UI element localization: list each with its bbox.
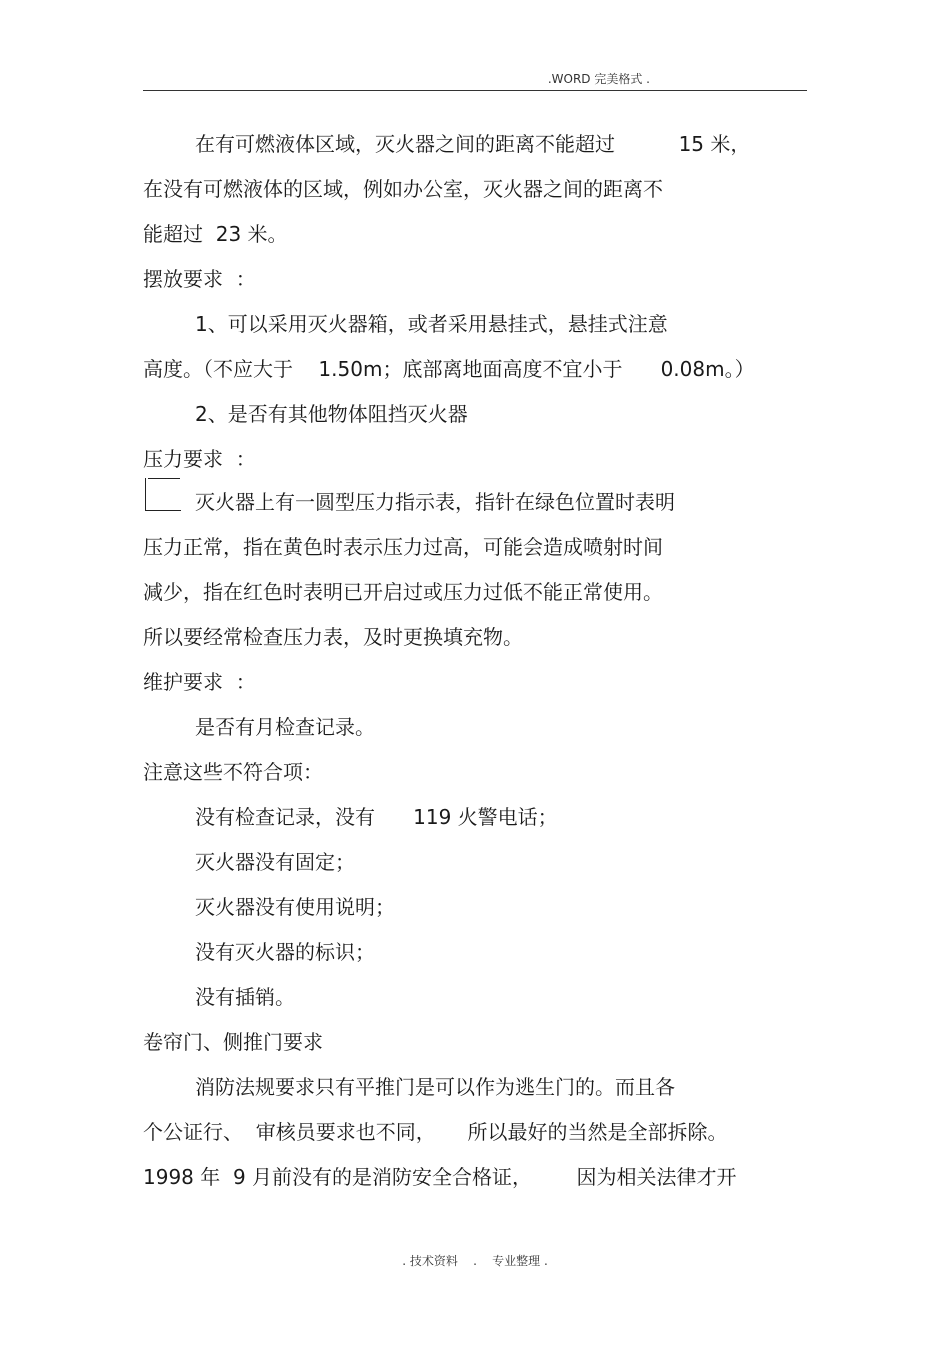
section-heading: 压力要求 ：	[143, 447, 256, 471]
text-line: 压力正常，指在黄色时表示压力过高，可能会造成喷射时间	[143, 535, 663, 559]
page-footer: . 技术资料 . 专业整理 .	[402, 1254, 548, 1268]
text-line: 在有可燃液体区域，灭火器之间的距离不能超过 15 米，	[195, 132, 751, 156]
list-item: 灭火器没有固定；	[195, 850, 355, 874]
text-line: 在没有可燃液体的区域，例如办公室，灭火器之间的距离不	[143, 177, 663, 201]
checkbox-icon	[145, 478, 181, 511]
text-line: 2、是否有其他物体阻挡灭火器	[195, 402, 468, 426]
section-heading: 摆放要求 ：	[143, 267, 256, 291]
text-line: 灭火器上有一圆型压力指示表，指针在绿色位置时表明	[195, 490, 675, 514]
section-heading: 维护要求 ：	[143, 670, 256, 694]
text-line: 是否有月检查记录。	[195, 715, 375, 739]
list-item: 灭火器没有使用说明；	[195, 895, 395, 919]
text-line: 1、可以采用灭火器箱，或者采用悬挂式，悬挂式注意	[195, 312, 668, 336]
text-line: 1998 年 9 月前没有的是消防安全合格证， 因为相关法律才开	[143, 1165, 737, 1189]
list-item: 没有插销。	[195, 985, 295, 1009]
page-header: .WORD 完美格式 .	[547, 72, 650, 86]
list-item: 没有灭火器的标识；	[195, 940, 375, 964]
header-rule	[143, 90, 807, 91]
text-line: 高度。（不应大于 1.50m；底部离地面高度不宜小于 0.08m。）	[143, 357, 755, 381]
section-heading: 卷帘门、侧推门要求	[143, 1030, 323, 1054]
text-line: 减少，指在红色时表明已开启过或压力过低不能正常使用。	[143, 580, 663, 604]
text-line: 所以要经常检查压力表，及时更换填充物。	[143, 625, 523, 649]
text-line: 个公证行、 审核员要求也不同， 所以最好的当然是全部拆除。	[143, 1120, 728, 1144]
text-line: 能超过 23 米。	[143, 222, 288, 246]
text-line: 消防法规要求只有平推门是可以作为逃生门的。而且各	[195, 1075, 675, 1099]
list-item: 没有检查记录，没有 119 火警电话；	[195, 805, 558, 829]
section-heading: 注意这些不符合项：	[143, 760, 323, 784]
